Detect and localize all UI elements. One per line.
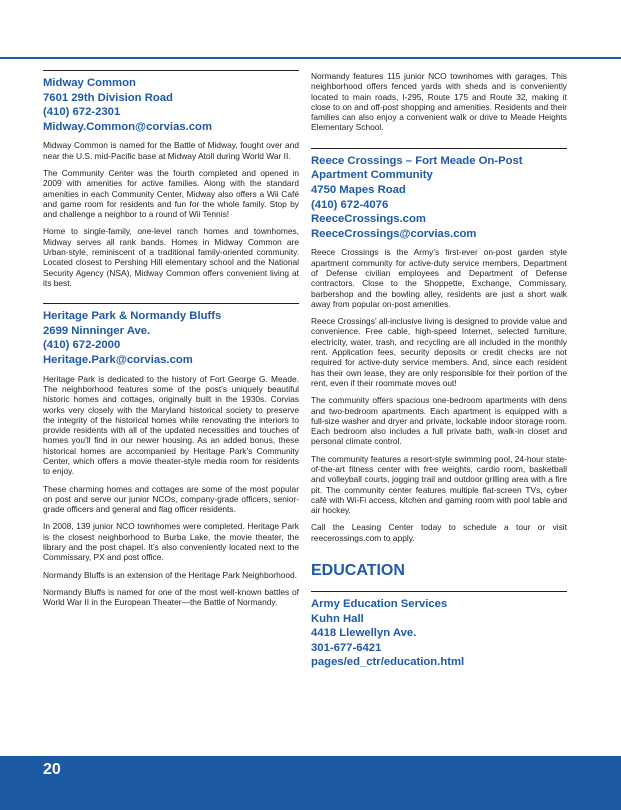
midway-name: Midway Common (43, 77, 136, 89)
header-rule (0, 57, 621, 59)
education-heading: EDUCATION (311, 562, 405, 580)
education-name: Army Education Services (311, 598, 448, 611)
section-divider (43, 70, 299, 71)
heritage-email: Heritage.Park@corvias.com (43, 354, 193, 367)
heritage-name: Heritage Park & Normandy Bluffs (43, 310, 222, 323)
reece-paragraph: The community offers spacious one-bedroom apartments with dens and two-bedroom apartments. Each apartment is equipped with a full-size washer and dryer and private, lockable indoor storage room. Each bedroom also includes a full private bath, walk-in closet and personal climate control. (311, 395, 567, 447)
normandy-paragraph: Normandy features 115 junior NCO townhomes with garages. This neighborhood offers fenced yards with sheds and is conveniently located to main roads, I-295, Route 175 and Route 32, making it close to on and off-post shopping and amenities. Residents and their families can also enjoy a convenient walk or drive to Meade Heights Elementary School. (311, 71, 567, 133)
reece-email: ReeceCrossings@corvias.com (311, 227, 477, 240)
midway-paragraph: Home to single-family, one-level ranch homes and townhomes, Midway serves all rank bands. Homes in Midway Common are Urban-style, reminiscent of a traditional family-oriented community. Located closest to Pershing Hill elementary school and the National Security Agency (NSA), Midway Common offers convenient living at its best. (43, 226, 299, 288)
heritage-paragraph: Normandy Bluffs is named for one of the most well-known battles of World War II in the European Theater—the Battle of Normandy. (43, 586, 299, 608)
section-divider (311, 148, 567, 149)
reece-phone: (410) 672-4076 (311, 198, 389, 211)
education-building: Kuhn Hall (311, 612, 364, 625)
reece-name: Reece Crossings – Fort Meade On-Post (311, 154, 523, 167)
heritage-phone: (410) 672-2000 (43, 339, 121, 352)
reece-paragraph: Reece Crossings is the Army’s first-ever on-post garden style apartment community for active-duty service members, Department of Defense civilian employees and Department of Defense contractors. Close to the Shoppette, Exchange, Commissary, barbershop and the bowling alley, residents are just a short walk away from popular on-post amenities. (311, 247, 567, 309)
left-column (43, 70, 299, 615)
midway-email: Midway.Common@corvias.com (43, 120, 213, 133)
reece-paragraph: Reece Crossings’ all-inclusive living is designed to provide value and convenience. Free cable, high-speed Internet, selected furniture, electricity, water, trash, and recycling are all included in the monthly rent. Application fees, security deposits or credit checks are not required for active-duty service members. And, since each resident has their own lease, they are only responsible for their portion of the rent, even if their roommate moves out! (311, 316, 567, 388)
heritage-paragraph: Heritage Park is dedicated to the history of Fort George G. Meade. The neighborhood features some of the post’s uniquely beautiful historic homes and cottages, originally built in the 1930s. Corvias works very closely with the Maryland historical society to preserve the integrity of the historical homes while renovating the interiors to provide residents with all of the updated necessities and touches of homes you’ll find in our newer housing. As an added bonus, these historical homes are accompanied by Heritage Park’s Community Center, which offers a movie theater-style media room for residents to enjoy. (43, 373, 299, 477)
reece-subname: Apartment Community (311, 169, 433, 182)
midway-address: 7601 29th Division Road (43, 91, 173, 104)
heritage-paragraph: In 2008, 139 junior NCO townhomes were completed. Heritage Park is the closest neighborhood to Burba Lake, the movie theater, the library and the post chapel. It’s also conveniently located next to the Commissary, PX and post office. (43, 521, 299, 563)
heritage-paragraph: Normandy Bluffs is an extension of the Heritage Park Neighborhood. (43, 569, 298, 580)
section-divider (43, 303, 299, 304)
footer-band (0, 756, 621, 810)
reece-website: ReeceCrossings.com (311, 213, 426, 226)
midway-paragraph: Midway Common is named for the Battle of Midway, fought over and near the U.S. mid-Pacific base at Midway Atoll during World War II. (43, 140, 299, 161)
midway-phone: (410) 672-2301 (43, 106, 121, 119)
midway-paragraph: The Community Center was the fourth completed and opened in 2009 with amenities for active families. Along with the standard amenities in each Community Center, Midway also offers a Wii Café and game room for residents and fun for the whole family. Stop by and challenge a neighbor to a round of Wii Tennis! (43, 167, 299, 220)
heritage-address: 2699 Ninninger Ave. (43, 324, 151, 337)
right-column (311, 71, 567, 670)
section-divider (311, 591, 567, 592)
heritage-paragraph: These charming homes and cottages are some of the most popular on post and serve our junior NCOs, company-grade officers, senior-grade officers and general and flag officer residents. (43, 483, 299, 515)
reece-paragraph: Call the Leasing Center today to schedule a tour or visit reecerossings.com to apply. (311, 522, 567, 543)
education-phone: 301-677-6421 (311, 641, 382, 654)
page-number: 20 (43, 761, 61, 778)
reece-paragraph: The community features a resort-style swimming pool, 24-hour state-of-the-art fitness center with free weights, cardio room, basketball and volleyball courts, jogging trail and outdoor grilling area with a fire pit. The community center features multiple flat-screen TVs, cyber café with Wi-Fi access, kitchen and gaming room with pool table and air hockey. (311, 453, 567, 516)
reece-address: 4750 Mapes Road (311, 183, 406, 196)
education-url: pages/ed_ctr/education.html (311, 656, 465, 669)
education-address: 4418 Llewellyn Ave. (311, 627, 417, 640)
